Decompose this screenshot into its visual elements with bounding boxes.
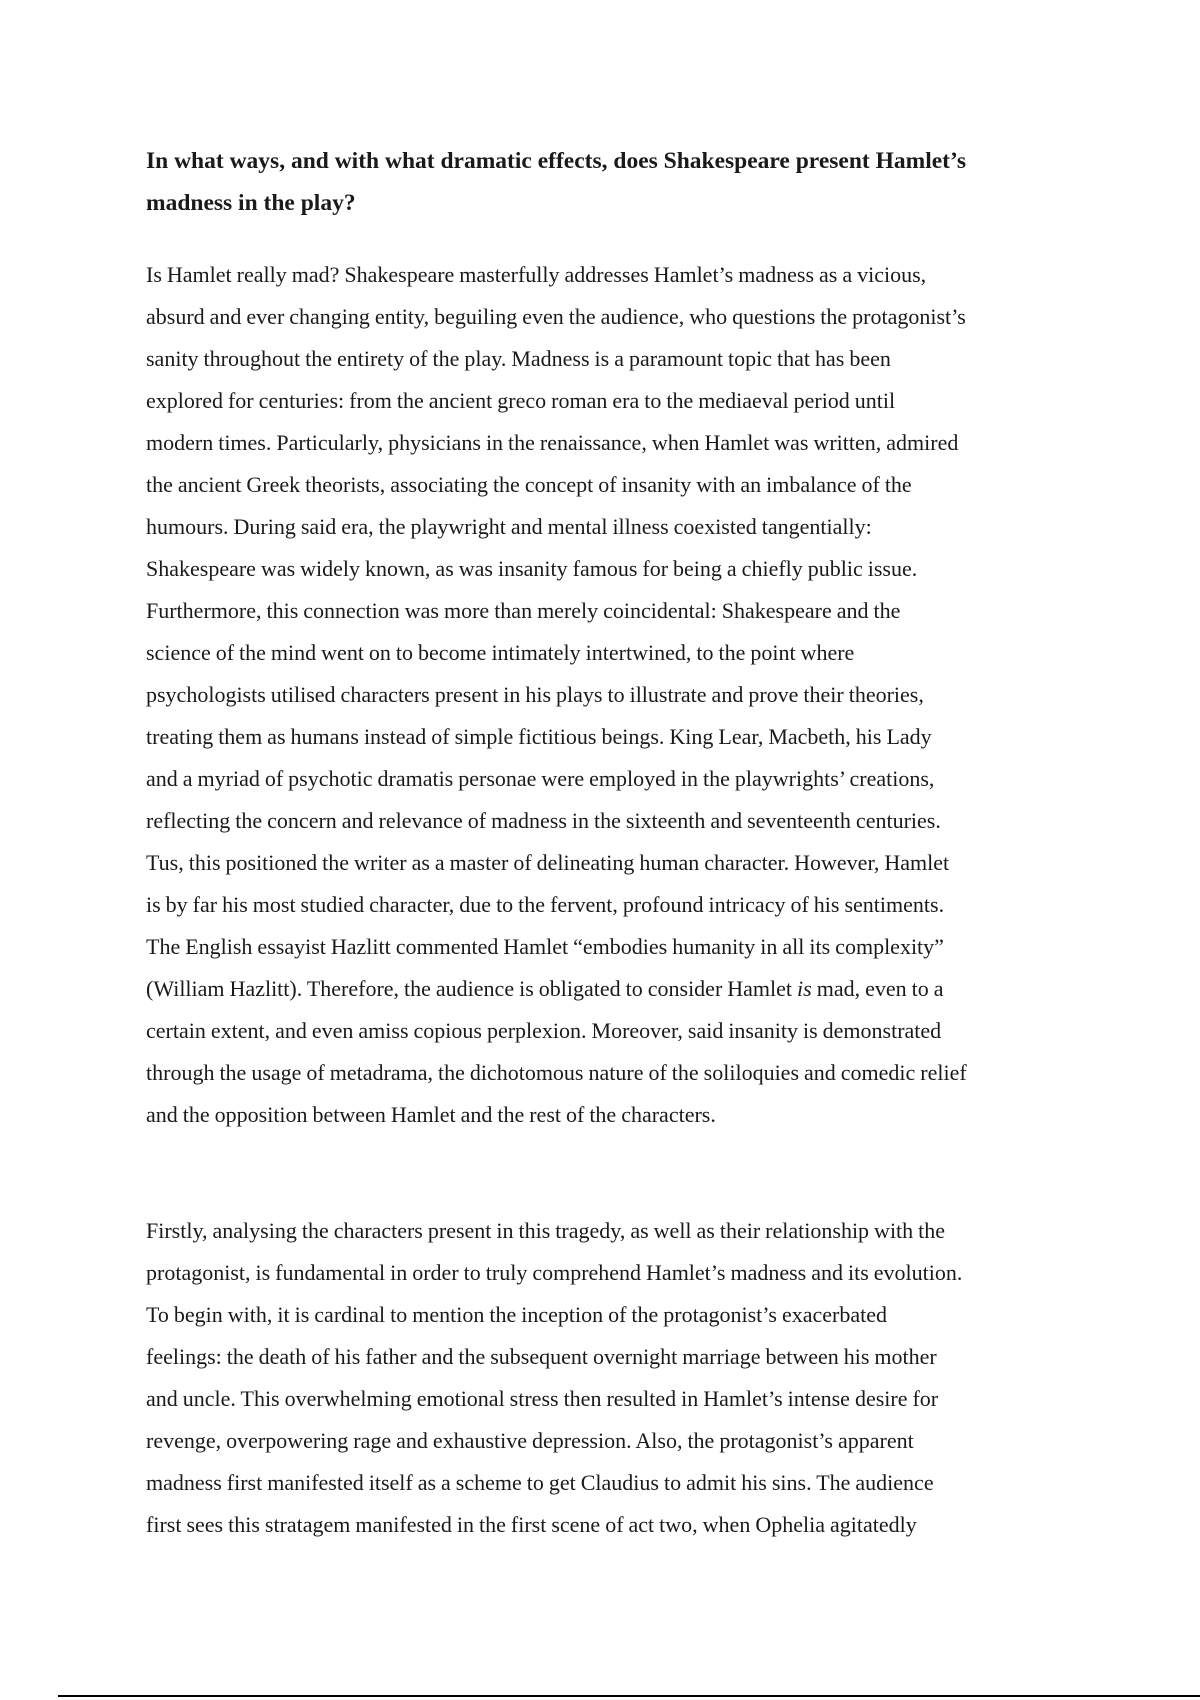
text-line: certain extent, and even amiss copious perplexion. Moreover, said insanity is demonstrated [146, 1018, 942, 1043]
essay-title [146, 140, 1076, 224]
text-line: Firstly, analysing the characters present in this tragedy, as well as their relationship with the [146, 1218, 946, 1243]
text-line: is by far his most studied character, due to the fervent, profound intricacy of his sentiments. [146, 892, 945, 917]
page-bottom-rule [58, 1695, 1200, 1697]
text-line: and uncle. This overwhelming emotional stress then resulted in Hamlet’s intense desire for [146, 1386, 939, 1411]
text-line: psychologists utilised characters present in his plays to illustrate and prove their theories, [146, 682, 924, 707]
text-line: treating them as humans instead of simple fictitious beings. King Lear, Macbeth, his Lady [146, 724, 932, 749]
text-line: protagonist, is fundamental in order to truly comprehend Hamlet’s madness and its evolution. [146, 1260, 963, 1285]
text-line: modern times. Particularly, physicians in the renaissance, when Hamlet was written, admired [146, 430, 959, 455]
text-run: (William Hazlitt). Therefore, the audience is obligated to consider Hamlet [146, 976, 798, 1001]
text-line: feelings: the death of his father and the subsequent overnight marriage between his mother [146, 1344, 937, 1369]
text-line: The English essayist Hazlitt commented Hamlet “embodies humanity in all its complexity” [146, 934, 944, 959]
essay-body [146, 140, 1076, 1546]
text-line: Shakespeare was widely known, as was insanity famous for being a chiefly public issue. [146, 556, 918, 581]
text-line: explored for centuries: from the ancient greco roman era to the mediaeval period until [146, 388, 896, 413]
paragraph-introduction [146, 254, 1076, 1136]
text-line: sanity throughout the entirety of the play. Madness is a paramount topic that has been [146, 346, 891, 371]
text-line: madness first manifested itself as a scheme to get Claudius to admit his sins. The audience [146, 1470, 934, 1495]
paragraph-characters [146, 1210, 1076, 1546]
essay-title-line: In what ways, and with what dramatic effects, does Shakespeare present Hamlet’s [146, 148, 967, 174]
text-line: first sees this stratagem manifested in the first scene of act two, when Ophelia agitatedly [146, 1512, 917, 1537]
text-line: through the usage of metadrama, the dichotomous nature of the soliloquies and comedic relief [146, 1060, 967, 1085]
essay-title-line: madness in the play? [146, 190, 356, 216]
emphasized-word: is [797, 976, 812, 1001]
text-line: Furthermore, this connection was more than merely coincidental: Shakespeare and the [146, 598, 901, 623]
text-line: and a myriad of psychotic dramatis personae were employed in the playwrights’ creations, [146, 766, 935, 791]
text-line: Tus, this positioned the writer as a master of delineating human character. However, Hamlet [146, 850, 950, 875]
text-line: humours. During said era, the playwright and mental illness coexisted tangentially: [146, 514, 872, 539]
text-line: the ancient Greek theorists, associating the concept of insanity with an imbalance of the [146, 472, 912, 497]
text-line: Is Hamlet really mad? Shakespeare masterfully addresses Hamlet’s madness as a vicious, [146, 262, 927, 287]
text-line-with-emphasis [146, 968, 1076, 1010]
text-line: absurd and ever changing entity, beguiling even the audience, who questions the protagonist’s [146, 304, 966, 329]
text-line: To begin with, it is cardinal to mention the inception of the protagonist’s exacerbated [146, 1302, 887, 1327]
text-line: science of the mind went on to become intimately intertwined, to the point where [146, 640, 855, 665]
text-line: reflecting the concern and relevance of madness in the sixteenth and seventeenth centuries. [146, 808, 941, 833]
text-line: and the opposition between Hamlet and the rest of the characters. [146, 1102, 716, 1127]
text-run: mad, even to a [811, 976, 944, 1001]
text-line: revenge, overpowering rage and exhaustive depression. Also, the protagonist’s apparent [146, 1428, 914, 1453]
